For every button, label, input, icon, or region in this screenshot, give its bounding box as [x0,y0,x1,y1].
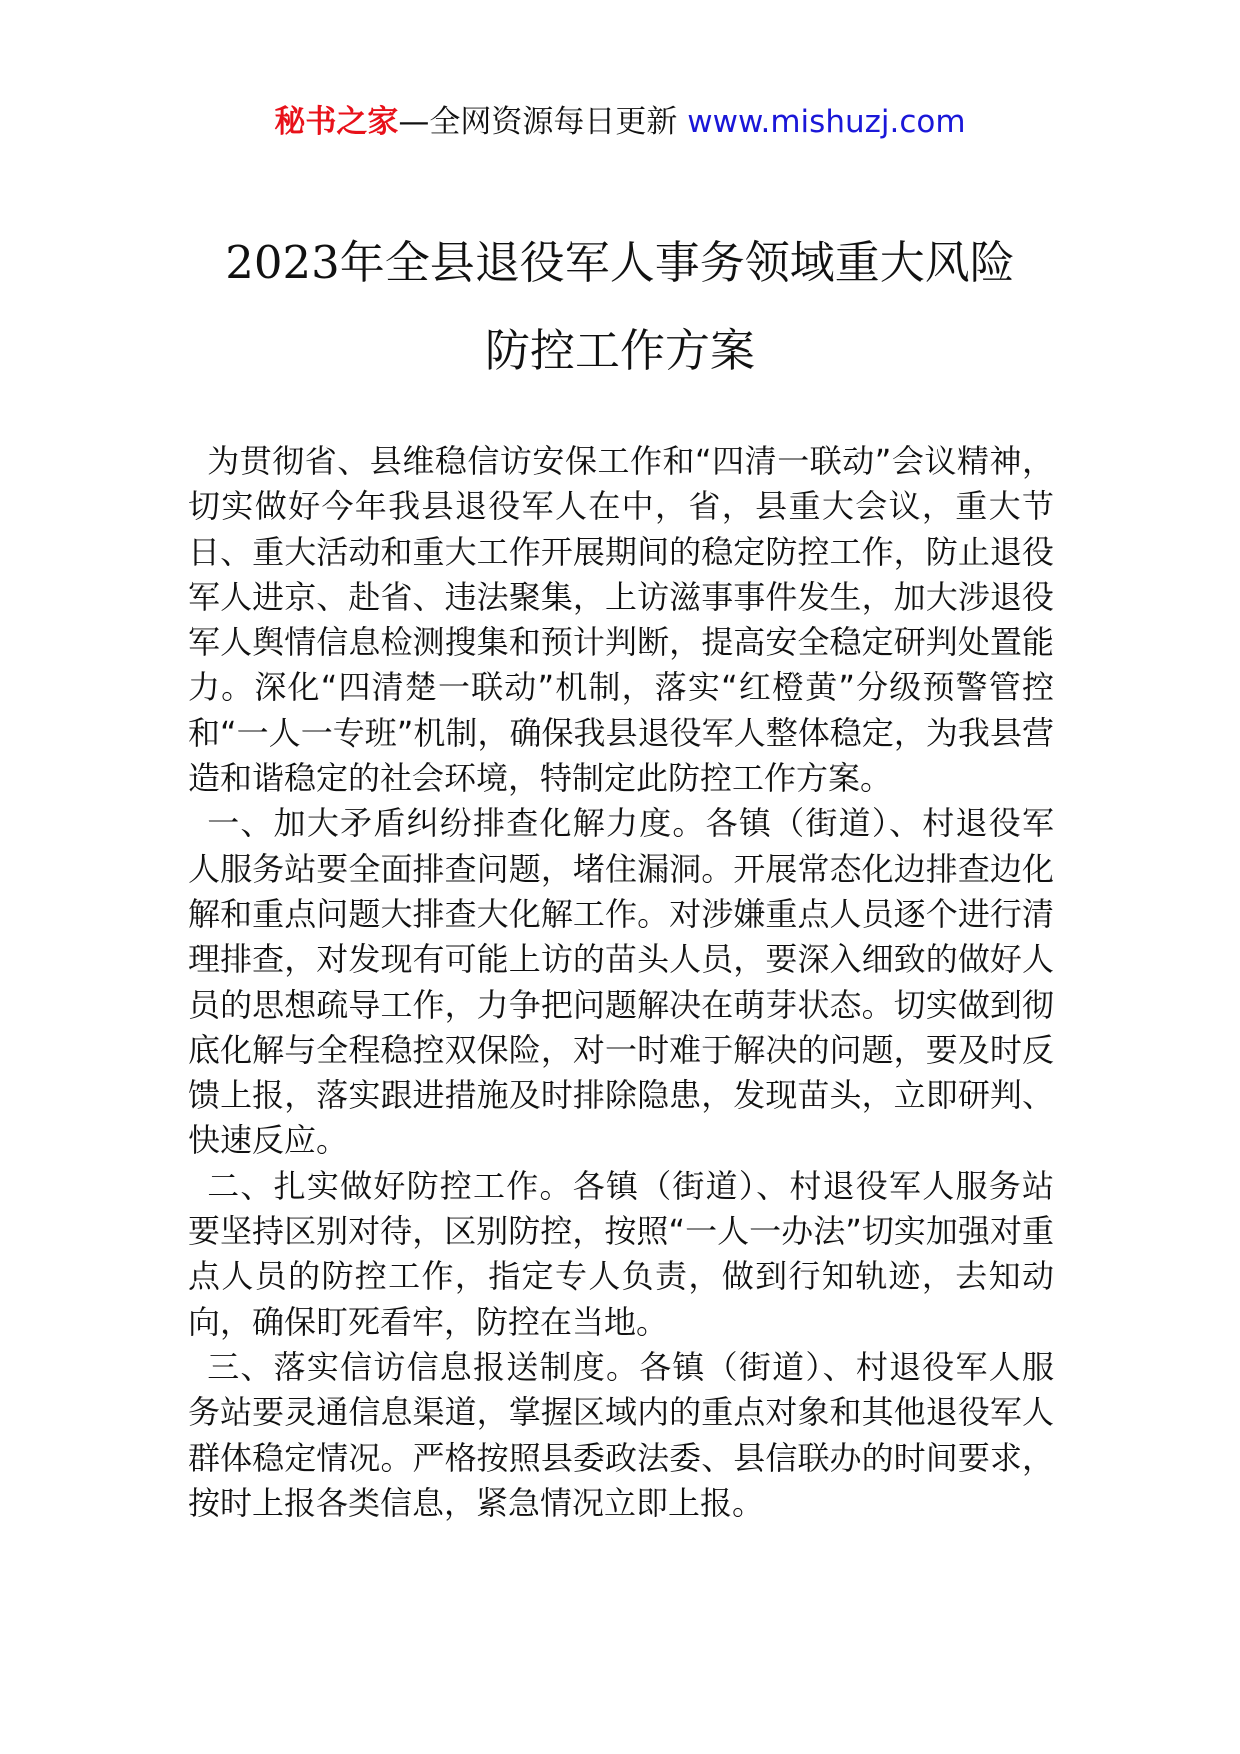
paragraph-section-2: 二、扎实做好防控工作。各镇（街道）、村退役军人服务站要坚持区别对待，区别防控，按照“一人一办法”切实加强对重点人员的防控工作，指定专人负责，做到行知轨迹，去知动向，确保盯死看牢，防控在当地。 [188,1166,1054,1341]
site-tagline: —全网资源每日更新 [398,104,688,140]
document-title-line2: 防控工作方案 [484,324,755,377]
document-body [188,439,1054,1526]
paragraph-intro: 为贯彻省、县维稳信访安保工作和“四清一联动”会议精神，切实做好今年我县退役军人在中，省，县重大会议，重大节日、重大活动和重大工作开展期间的稳定防控工作，防止退役军人进京、赴省、违法聚集，上访滋事事件发生，加大涉退役军人舆情信息检测搜集和预计判断，提高安全稳定研判处置能力。深化“四清楚一联动”机制，落实“红橙黄”分级预警管控和“一人一专班”机制，确保我县退役军人整体稳定，为我县营造和谐稳定的社会环境，特制定此防控工作方案。 [188,442,1054,798]
paragraph-section-1: 一、加大矛盾纠纷排查化解力度。各镇（街道）、村退役军人服务站要全面排查问题，堵住漏洞。开展常态化边排查边化解和重点问题大排查大化解工作。对涉嫌重点人员逐个进行清理排查，对发现有可能上访的苗头人员，要深入细致的做好人员的思想疏导工作，力争把问题解决在萌芽状态。切实做到彻底化解与全程稳控双保险，对一时难于解决的问题，要及时反馈上报，落实跟进措施及时排除隐患，发现苗头，立即研判、快速反应。 [188,804,1054,1160]
paragraph-section-3: 三、落实信访信息报送制度。各镇（街道）、村退役军人服务站要灵通信息渠道，掌握区域内的重点对象和其他退役军人群体稳定情况。严格按照县委政法委、县信联办的时间要求，按时上报各类信息，紧急情况立即上报。 [188,1347,1054,1522]
document-title-line1: 2023年全县退役军人事务领域重大风险 [225,236,1015,289]
site-brand: 秘书之家 [274,104,399,140]
site-url-link[interactable]: www.mishuzj.com [687,104,966,140]
site-header [0,102,1240,142]
